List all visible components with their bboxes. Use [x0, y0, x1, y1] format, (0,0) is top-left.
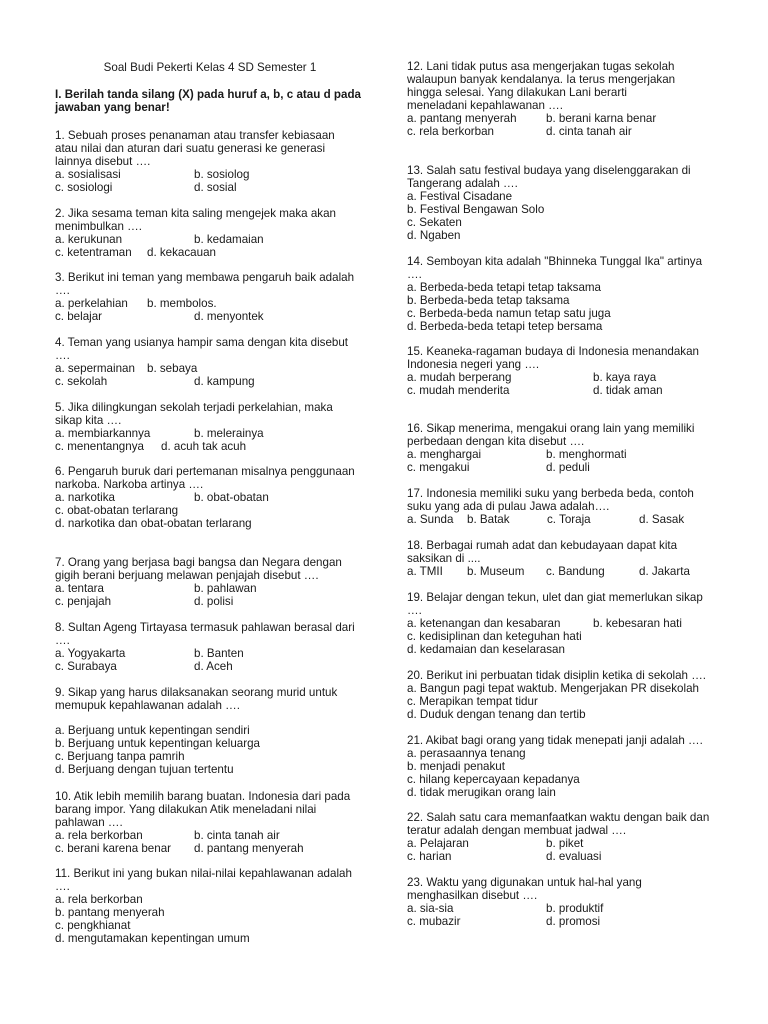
option: d. cinta tanah air	[546, 124, 632, 138]
question-6	[55, 466, 360, 531]
option: c. Berbeda-beda namun tetap satu juga	[407, 306, 611, 320]
question-text: 13. Salah satu festival budaya yang diselenggarakan di Tangerang adalah ….	[407, 164, 691, 190]
option: c. hilang kepercayaan kepadanya	[407, 772, 580, 786]
option: c. Berjuang tanpa pamrih	[55, 749, 185, 763]
option: d. polisi	[194, 594, 234, 608]
option: d. Duduk dengan tenang dan tertib	[407, 707, 586, 721]
question-15	[407, 346, 707, 398]
question-1	[55, 130, 355, 195]
question-16	[407, 423, 707, 475]
option: a. pantang menyerah	[407, 111, 517, 125]
option: b. Batak	[467, 512, 510, 526]
option: d. sosial	[194, 180, 237, 194]
question-19	[407, 592, 717, 657]
option: d. kedamaian dan keselarasan	[407, 642, 565, 656]
question-text: 4. Teman yang usianya hampir sama dengan kita disebut ….	[55, 336, 349, 362]
option: a. Yogyakarta	[55, 646, 126, 660]
option: a. mudah berperang	[407, 370, 512, 384]
option: b. cinta tanah air	[194, 828, 280, 842]
option: b. kebesaran hati	[593, 616, 682, 630]
option: d. Ngaben	[407, 228, 461, 242]
option: a. Bangun pagi tepat waktub. Mengerjakan PR disekolah	[407, 681, 699, 695]
question-text: 3. Berikut ini teman yang membawa pengaruh baik adalah ….	[55, 271, 355, 297]
question-7	[55, 557, 355, 609]
option: a. sosialisasi	[55, 167, 121, 181]
option: a. sepermainan	[55, 361, 135, 375]
question-text: 17. Indonesia memiliki suku yang berbeda beda, contoh suku yang ada di pulau Jawa adalah….	[407, 487, 694, 513]
question-text: 19. Belajar dengan tekun, ulet dan giat memerlukan sikap ….	[407, 591, 703, 617]
option: b. melerainya	[194, 426, 264, 440]
question-text: 16. Sikap menerima, mengakui orang lain yang memiliki perbedaan dengan kita disebut ….	[407, 422, 695, 448]
option: c. menentangnya	[55, 439, 144, 453]
option: c. ketentraman	[55, 245, 132, 259]
option: d. Aceh	[194, 659, 233, 673]
option: a. Berjuang untuk kepentingan sendiri	[55, 723, 250, 737]
option: c. harian	[407, 849, 452, 863]
question-12	[407, 61, 687, 138]
option: d. Berjuang dengan tujuan tertentu	[55, 762, 234, 776]
option: a. ketenangan dan kesabaran	[407, 616, 561, 630]
option: c. mudah menderita	[407, 383, 510, 397]
option: c. Bandung	[546, 564, 605, 578]
question-text: 18. Berbagai rumah adat dan kebudayaan dapat kita saksikan di ....	[407, 539, 678, 565]
option: a. Festival Cisadane	[407, 189, 513, 203]
option: a. rela berkorban	[55, 892, 143, 906]
option: b. berani karna benar	[546, 111, 657, 125]
option: d. kekacauan	[147, 245, 216, 259]
option: a. narkotika	[55, 490, 115, 504]
option: c. sekolah	[55, 374, 108, 388]
question-3	[55, 272, 365, 324]
option: d. kampung	[194, 374, 255, 388]
option: c. penjajah	[55, 594, 112, 608]
option: b. Festival Bengawan Solo	[407, 202, 545, 216]
option: b. menghormati	[546, 447, 627, 461]
option: b. menjadi penakut	[407, 759, 505, 773]
question-10	[55, 791, 360, 856]
question-text: 9. Sikap yang harus dilaksanakan seorang murid untuk memupuk kepahlawanan adalah ….	[55, 686, 338, 712]
option: c. berani karena benar	[55, 841, 172, 855]
question-text: 12. Lani tidak putus asa mengerjakan tugas sekolah walaupun banyak kendalanya. Ia terus mengerjakan hingga selesai. Yang dilakukan Lani berarti meneladani kepahlawanan ….	[407, 60, 676, 112]
option: c. Sekaten	[407, 215, 462, 229]
option: a. perkelahian	[55, 296, 128, 310]
option: b. membolos.	[147, 296, 217, 310]
question-text: 14. Semboyan kita adalah "Bhinneka Tunggal Ika" artinya ….	[407, 255, 703, 281]
option: c. Merapikan tempat tidur	[407, 694, 538, 708]
option: a. Berbeda-beda tetapi tetap taksama	[407, 280, 602, 294]
option: b. kaya raya	[593, 370, 657, 384]
instructions: I. Berilah tanda silang (X) pada huruf a, b, c atau d pada jawaban yang benar!	[55, 88, 361, 114]
question-17	[407, 488, 707, 527]
option: d. tidak aman	[593, 383, 663, 397]
option: c. kedisiplinan dan keteguhan hati	[407, 629, 582, 643]
option: d. narkotika dan obat-obatan terlarang	[55, 516, 252, 530]
question-21	[407, 735, 727, 800]
option: c. obat-obatan terlarang	[55, 503, 179, 517]
option: c. rela berkorban	[407, 124, 494, 138]
option: b. sosiolog	[194, 167, 250, 181]
question-text: 6. Pengaruh buruk dari pertemanan misalnya penggunaan narkoba. Narkoba artinya ….	[55, 465, 355, 491]
question-text: 10. Atik lebih memilih barang buatan. Indonesia dari pada barang impor. Yang dilakukan Atik meneladani nilai pahlawan ….	[55, 790, 351, 829]
page-title: Soal Budi Pekerti Kelas 4 SD Semester 1	[103, 61, 317, 74]
option: a. membiarkannya	[55, 426, 151, 440]
option: c. belajar	[55, 309, 103, 323]
question-18	[407, 540, 697, 579]
option: b. Berbeda-beda tetap taksama	[407, 293, 570, 307]
question-14	[407, 256, 717, 333]
option: d. acuh tak acuh	[161, 439, 247, 453]
question-text: 7. Orang yang berjasa bagi bangsa dan Negara dengan gigih berani berjuang melawan penjajah disebut ….	[55, 556, 342, 582]
option: a. perasaannya tenang	[407, 746, 526, 760]
option: a. kerukunan	[55, 232, 123, 246]
option: a. Sunda	[407, 512, 454, 526]
option: c. sosiologi	[55, 180, 113, 194]
question-11	[55, 868, 360, 945]
option: d. mengutamakan kepentingan umum	[55, 931, 250, 945]
option: c. pengkhianat	[55, 918, 131, 932]
question-text: 22. Salah satu cara memanfaatkan waktu dengan baik dan teratur adalah dengan membuat jadwal ….	[407, 811, 710, 837]
option: b. piket	[546, 836, 584, 850]
question-20	[407, 670, 727, 722]
option: a. Pelajaran	[407, 836, 469, 850]
question-23	[407, 877, 677, 929]
question-13	[407, 165, 707, 242]
question-5	[55, 402, 345, 454]
option: d. menyontek	[194, 309, 264, 323]
question-text: 1. Sebuah proses penanaman atau transfer kebiasaan atau nilai dan aturan dari suatu generasi ke generasi lainnya disebut ….	[55, 129, 335, 168]
option: d. Jakarta	[639, 564, 690, 578]
option: a. tentara	[55, 581, 104, 595]
option: d. pantang menyerah	[194, 841, 304, 855]
option: b. Banten	[194, 646, 244, 660]
question-text: 15. Keaneka-ragaman budaya di Indonesia menandakan Indonesia negeri yang ….	[407, 345, 699, 371]
question-2	[55, 208, 355, 260]
question-text: 23. Waktu yang digunakan untuk hal-hal yang menghasilkan disebut ….	[407, 876, 642, 902]
question-9	[55, 687, 355, 776]
option: b. pahlawan	[194, 581, 257, 595]
option: c. mengakui	[407, 460, 470, 474]
option: d. peduli	[546, 460, 590, 474]
option: a. menghargai	[407, 447, 482, 461]
option: b. kedamaian	[194, 232, 264, 246]
question-text: 21. Akibat bagi orang yang tidak menepati janji adalah ….	[407, 734, 703, 747]
question-text: 2. Jika sesama teman kita saling mengejek maka akan menimbulkan ….	[55, 207, 336, 233]
question-text: 11. Berikut ini yang bukan nilai-nilai kepahlawanan adalah ….	[55, 867, 352, 893]
option: b. Museum	[467, 564, 525, 578]
option: d. Berbeda-beda tetapi tetep bersama	[407, 319, 603, 333]
question-22	[407, 812, 717, 864]
question-8	[55, 622, 365, 674]
option: b. Berjuang untuk kepentingan keluarga	[55, 736, 260, 750]
option: b. produktif	[546, 901, 604, 915]
question-text: 5. Jika dilingkungan sekolah terjadi perkelahian, maka sikap kita ….	[55, 401, 333, 427]
question-text: 20. Berikut ini perbuatan tidak disiplin ketika di sekolah ….	[407, 669, 707, 682]
option: d. tidak merugikan orang lain	[407, 785, 556, 799]
question-text: 8. Sultan Ageng Tirtayasa termasuk pahlawan berasal dari ….	[55, 621, 355, 647]
option: b. pantang menyerah	[55, 905, 165, 919]
option: b. obat-obatan	[194, 490, 269, 504]
option: b. sebaya	[147, 361, 198, 375]
option: d. promosi	[546, 914, 601, 928]
option: a. rela berkorban	[55, 828, 143, 842]
option: a. TMII	[407, 564, 443, 578]
option: c. Surabaya	[55, 659, 117, 673]
option: d. evaluasi	[546, 849, 602, 863]
option: c. mubazir	[407, 914, 461, 928]
question-4	[55, 337, 360, 389]
option: a. sia-sia	[407, 901, 454, 915]
option: c. Toraja	[547, 512, 591, 526]
option: d. Sasak	[639, 512, 685, 526]
